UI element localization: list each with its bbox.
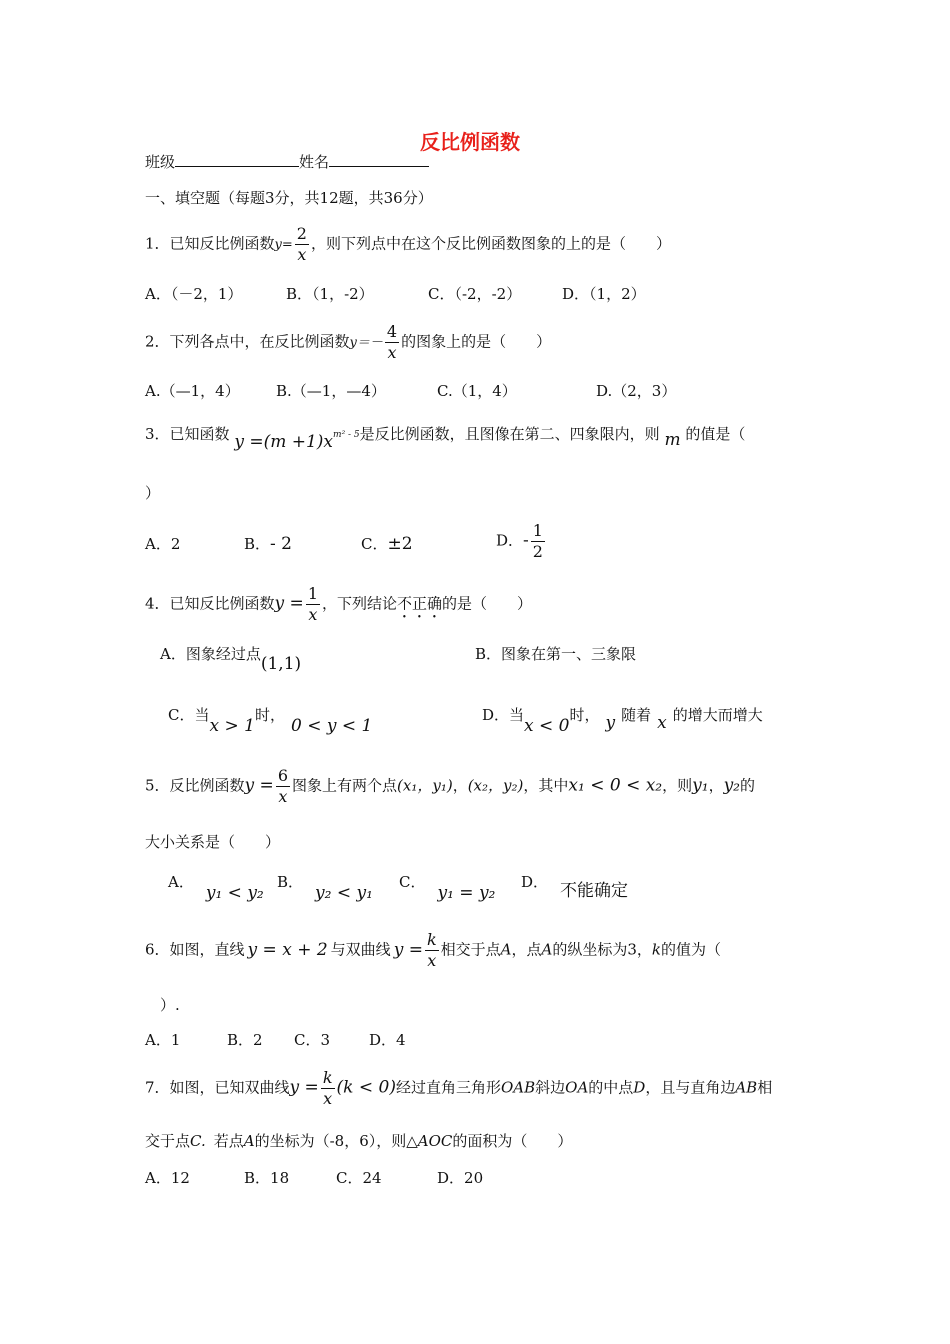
- q6-option-b: B．2: [227, 1031, 263, 1049]
- q7-line-2: [145, 1131, 572, 1151]
- q2-stem-end: 的图象上的是（ ）: [401, 332, 552, 351]
- q6-point-a-2: A: [541, 940, 553, 959]
- q4-c-label: C．当: [168, 706, 210, 724]
- name-label: 姓名: [299, 153, 330, 171]
- page-title: 反比例函数: [420, 130, 520, 154]
- q5-comma: ，: [452, 776, 468, 795]
- class-label: 班级: [145, 153, 176, 171]
- q4-option-a: [160, 644, 302, 674]
- q7-l2-end: 的面积为（ ）: [452, 1132, 573, 1150]
- q5-b-label: B．: [277, 873, 304, 891]
- q6-stem-mid2: 相交于点: [440, 940, 501, 959]
- q2-fraction: [385, 322, 399, 363]
- q6-option-d: D．4: [369, 1031, 406, 1049]
- q4-emphasis: 不正确: [397, 594, 443, 613]
- q4-d-x: x: [657, 713, 667, 733]
- q4-d-end: 的增大而增大: [672, 706, 763, 724]
- q3-d-label: D．: [496, 531, 524, 550]
- q7-stem-mid3: 的中点: [588, 1078, 634, 1097]
- q6-point-a: A: [500, 940, 512, 959]
- q2-denominator: x: [387, 343, 397, 362]
- q4-d-condition: x < 0: [524, 716, 570, 736]
- q5-stem-mid2: ，其中: [523, 776, 569, 795]
- q3-m: m: [664, 430, 681, 450]
- q5-y1: y₁: [692, 775, 709, 796]
- q7-l2-mid2: 的坐标为（-8，6），则△: [254, 1132, 418, 1150]
- q1-numerator: 2: [296, 224, 307, 243]
- q4-c-mid: 时，: [254, 706, 285, 724]
- q7-point-c: C.: [190, 1132, 206, 1150]
- q3-d-sign: -: [523, 530, 529, 551]
- q4-d-mid: 时，: [569, 706, 600, 724]
- q3-close-paren: ）: [145, 484, 161, 502]
- q1-option-a: A．（－2，1）: [145, 285, 243, 303]
- q6-stem-mid4: 的纵坐标为3，: [552, 940, 652, 959]
- q7-l2-mid: 若点: [213, 1132, 244, 1150]
- q7-triangle-aoc: AOC: [417, 1132, 453, 1150]
- q5-point-2: (x₂，y₂): [467, 776, 524, 795]
- q7-func: y =: [289, 1077, 319, 1098]
- q5-option-a: [168, 872, 264, 903]
- question-3: [145, 424, 746, 452]
- q4-d-label: D．当: [482, 706, 525, 724]
- q2-option-a: A.（—1，4）: [145, 382, 240, 400]
- q4-d-text: 随着: [621, 706, 652, 724]
- q4-d-y: y: [605, 713, 616, 733]
- q5-a-value: y₁ < y₂: [205, 883, 264, 903]
- q3-stem-mid: 是反比例函数，且图像在第二、四象限内，则: [359, 425, 660, 443]
- name-blank: [329, 152, 429, 167]
- question-4: [145, 584, 532, 625]
- q7-stem-end: 相: [757, 1078, 773, 1097]
- q3-b-label: B．: [244, 535, 271, 553]
- q4-stem-mid: ，下列结论: [322, 594, 398, 613]
- q7-leg: AB: [735, 1078, 758, 1097]
- q1-stem: 1．已知反比例函数: [145, 234, 275, 253]
- q6-stem: 6．如图，直线: [145, 940, 245, 959]
- q5-option-b: [277, 872, 373, 903]
- q2-option-d: D.（2，3）: [596, 382, 677, 400]
- q3-option-d: [496, 521, 547, 562]
- q1-option-c: C．（-2，-2）: [428, 285, 522, 303]
- q6-denominator: x: [427, 951, 437, 970]
- q2-func: y＝－: [349, 335, 383, 351]
- q3-a-value: 2: [170, 535, 181, 553]
- q6-stem-mid: 与双曲线: [330, 940, 391, 959]
- q6-stem-end: 的值为（: [661, 940, 722, 959]
- q7-option-a: A．12: [145, 1169, 190, 1187]
- question-7: [145, 1068, 772, 1109]
- q5-fraction: [276, 766, 290, 807]
- q4-a-point: (1,1): [260, 654, 302, 674]
- q6-stem-mid3: ，点: [511, 940, 542, 959]
- q5-c-label: C．: [399, 873, 426, 891]
- q2-numerator: 4: [386, 322, 398, 341]
- q6-line: y = x + 2: [247, 939, 328, 960]
- q3-exponent: m² - 5: [333, 430, 360, 440]
- q5-stem: 5．反比例函数: [145, 776, 245, 795]
- q5-stem-end: 的: [740, 776, 756, 795]
- q2-stem: 2．下列各点中，在反比例函数: [145, 332, 350, 351]
- q3-c-value: ±2: [387, 534, 413, 554]
- class-blank: [175, 152, 299, 167]
- q5-a-label: A．: [168, 873, 194, 891]
- q1-fraction: [295, 224, 309, 265]
- q7-hypotenuse: OA: [565, 1078, 589, 1097]
- q7-denominator: x: [323, 1089, 333, 1108]
- q5-line-2: 大小关系是（ ）: [145, 833, 281, 851]
- q5-d-value: 不能确定: [560, 881, 629, 901]
- q4-fraction: [306, 584, 320, 625]
- q7-stem-mid: 经过直角三角形: [395, 1078, 501, 1097]
- q3-option-b: [244, 534, 292, 554]
- q5-func: y =: [244, 775, 274, 796]
- question-5: [145, 766, 755, 807]
- q4-stem-end: 的是（ ）: [442, 594, 533, 613]
- q7-l2-pre: 交于点: [145, 1132, 191, 1150]
- q5-option-d: [521, 872, 629, 901]
- q2-option-b: B.（—1，—4）: [276, 382, 386, 400]
- q7-option-c: C．24: [336, 1169, 382, 1187]
- q3-a-label: A．: [145, 535, 171, 553]
- q7-condition: (k < 0): [336, 1077, 396, 1098]
- q5-d-label: D．: [521, 873, 549, 891]
- q6-option-a: A．1: [145, 1031, 181, 1049]
- q1-option-b: B．（1，-2）: [286, 285, 374, 303]
- q7-point-d: D: [633, 1078, 646, 1097]
- q3-d-fraction: [531, 521, 545, 562]
- q4-c-result: 0 < y < 1: [290, 716, 373, 736]
- q6-close-paren: ）.: [160, 996, 180, 1014]
- q6-option-c: C．3: [294, 1031, 331, 1049]
- q7-stem: 7．如图，已知双曲线: [145, 1078, 290, 1097]
- q3-option-c: [361, 534, 413, 554]
- q6-fraction: [425, 930, 439, 971]
- q5-y2: y₂: [723, 775, 740, 796]
- q7-option-b: B．18: [244, 1169, 290, 1187]
- q3-stem-end: 的值是（: [685, 425, 746, 443]
- q5-stem-mid3: ，则: [662, 776, 693, 795]
- q5-numerator: 6: [277, 766, 288, 785]
- q3-c-label: C．: [361, 535, 388, 553]
- q1-func: y=: [274, 237, 293, 253]
- q7-stem-mid4: ，且与直角边: [645, 1078, 736, 1097]
- q7-stem-mid2: 斜边: [535, 1078, 566, 1097]
- q4-numerator: 1: [307, 584, 318, 603]
- q3-expression: y =(m +1)x: [234, 432, 334, 452]
- q5-b-value: y₂ < y₁: [315, 883, 373, 903]
- q7-point-a: A: [243, 1132, 255, 1150]
- q4-c-condition: x > 1: [209, 716, 255, 736]
- q4-option-c: [168, 705, 373, 736]
- q4-func: y =: [274, 593, 304, 614]
- q4-option-b: B．图象在第一、三象限: [475, 645, 637, 663]
- q1-option-d: D．（1，2）: [562, 285, 646, 303]
- q4-denominator: x: [308, 605, 318, 624]
- q6-numerator: k: [426, 930, 437, 949]
- question-1: [145, 224, 671, 265]
- q4-option-d: [482, 705, 763, 736]
- section-heading: 一、填空题（每题3分，共12题，共36分）: [145, 189, 433, 207]
- q1-denominator: x: [297, 245, 307, 264]
- q5-c-value: y₁ = y₂: [437, 883, 496, 903]
- q3-stem: 3．已知函数: [145, 425, 230, 443]
- q3-d-numerator: 1: [532, 521, 543, 540]
- q3-b-value: - 2: [270, 534, 292, 554]
- question-2: [145, 322, 551, 363]
- q5-option-c: [399, 872, 496, 903]
- q7-fraction: [321, 1068, 335, 1109]
- q3-option-a: [145, 534, 180, 554]
- q5-point-1: (x₁，y₁): [397, 776, 453, 795]
- q4-a-label: A．图象经过点: [160, 645, 261, 663]
- q5-stem-mid: 图象上有两个点: [292, 776, 398, 795]
- question-6: [145, 930, 721, 971]
- q2-option-c: C.（1，4）: [437, 382, 517, 400]
- q5-condition: x₁ < 0 < x₂: [568, 775, 663, 796]
- q6-k: k: [651, 940, 662, 959]
- q6-func: y =: [393, 939, 423, 960]
- q1-stem-end: ，则下列点中在这个反比例函数图象的上的是（ ）: [310, 234, 671, 253]
- q7-numerator: k: [322, 1068, 333, 1087]
- q4-stem: 4．已知反比例函数: [145, 594, 275, 613]
- q5-denominator: x: [278, 787, 288, 806]
- q7-triangle: OAB: [500, 1078, 536, 1097]
- q7-option-d: D．20: [437, 1169, 484, 1187]
- q5-sep: ，: [708, 776, 724, 795]
- student-info-line: [145, 152, 429, 172]
- q3-d-denominator: 2: [532, 542, 543, 561]
